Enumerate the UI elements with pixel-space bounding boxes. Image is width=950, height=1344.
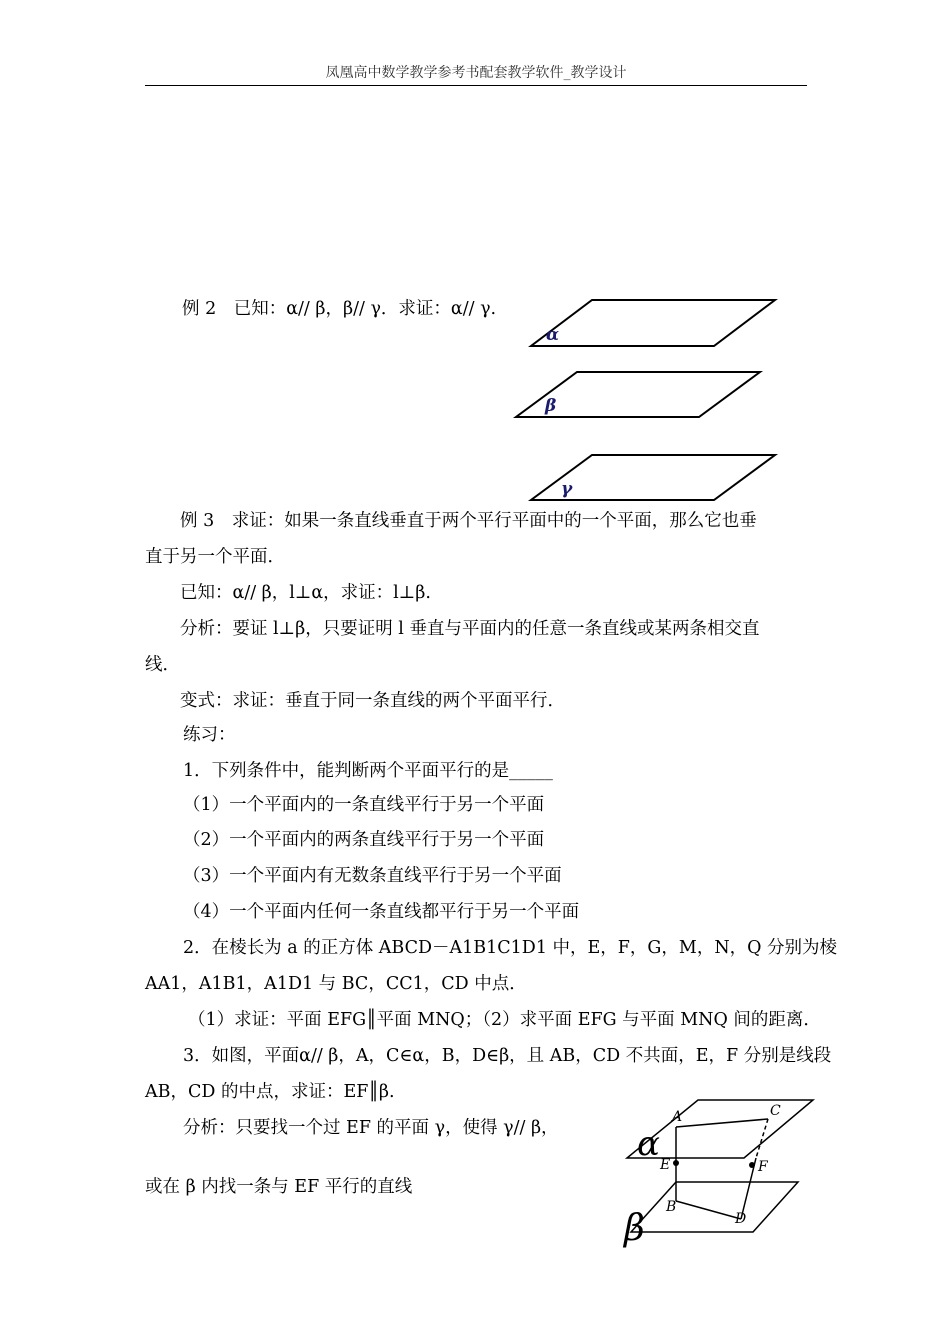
practice-option-1: （1）一个平面内的一条直线平行于另一个平面: [183, 795, 545, 815]
example2-text: 例 2 已知：α// β，β// γ．求证：α// γ.: [182, 299, 497, 319]
page-header: 凤凰高中数学教学参考书配套教学软件_教学设计: [325, 65, 627, 81]
label-E: E: [660, 1157, 671, 1173]
practice-title: 练习：: [183, 725, 236, 745]
label-F: F: [758, 1159, 768, 1175]
practice-option-2: （2）一个平面内的两条直线平行于另一个平面: [183, 830, 545, 850]
practice-q3-analysis: 分析：只要找一个过 EF 的平面 γ，使得 γ// β，: [183, 1118, 559, 1138]
label-beta: β: [624, 1208, 645, 1249]
example3-line2: 直于另一个平面．: [145, 547, 285, 567]
point-F: [749, 1162, 755, 1168]
practice-q1: 1．下列条件中，能判断两个平面平行的是_____: [183, 761, 553, 781]
practice-q3-line2: AB，CD 的中点，求证：EF║β.: [145, 1082, 395, 1102]
segment-BD: [676, 1201, 741, 1219]
q3-plane-beta: [631, 1182, 798, 1232]
practice-q3-line1: 3．如图，平面α// β，A，C∈α，B，D∈β，且 AB，CD 不共面，E，F 分别是线段: [183, 1046, 832, 1066]
example3-variant: 变式：求证：垂直于同一条直线的两个平面平行．: [180, 691, 565, 711]
example3-analysis-line2: 线．: [145, 655, 180, 675]
example3-line1: 例 3 求证：如果一条直线垂直于两个平行平面中的一个平面，那么它也垂: [180, 511, 757, 531]
example3-known: 已知：α// β，l⊥α，求证：l⊥β.: [180, 583, 431, 603]
label-D: D: [735, 1211, 747, 1227]
plane-beta-label: β: [545, 396, 557, 416]
label-C: C: [770, 1103, 781, 1119]
practice-q3-analysis2: 或在 β 内找一条与 EF 平行的直线: [145, 1177, 413, 1197]
label-alpha: α: [637, 1124, 660, 1164]
plane-gamma-label: γ: [561, 479, 573, 499]
practice-q2-line3: （1）求证：平面 EFG║平面 MNQ；（2）求平面 EFG 与平面 MNQ 间的距离．: [188, 1010, 821, 1030]
practice-option-4: （4）一个平面内任何一条直线都平行于另一个平面: [183, 902, 580, 922]
plane-alpha-label: α: [546, 325, 560, 345]
practice-option-3: （3）一个平面内有无数条直线平行于另一个平面: [183, 866, 562, 886]
label-A: A: [672, 1109, 683, 1125]
practice-q2-line1: 2．在棱长为 a 的正方体 ABCD－A1B1C1D1 中，E，F，G，M，N，Q 分别为棱: [183, 938, 838, 958]
practice-q2-line2: AA1，A1B1，A1D1 与 BC，CC1，CD 中点．: [145, 974, 527, 994]
label-B: B: [666, 1199, 677, 1215]
segment-AC: [676, 1119, 768, 1127]
point-E: [673, 1160, 679, 1166]
example3-analysis-line1: 分析：要证 l⊥β，只要证明 l 垂直与平面内的任意一条直线或某两条相交直: [180, 619, 760, 639]
